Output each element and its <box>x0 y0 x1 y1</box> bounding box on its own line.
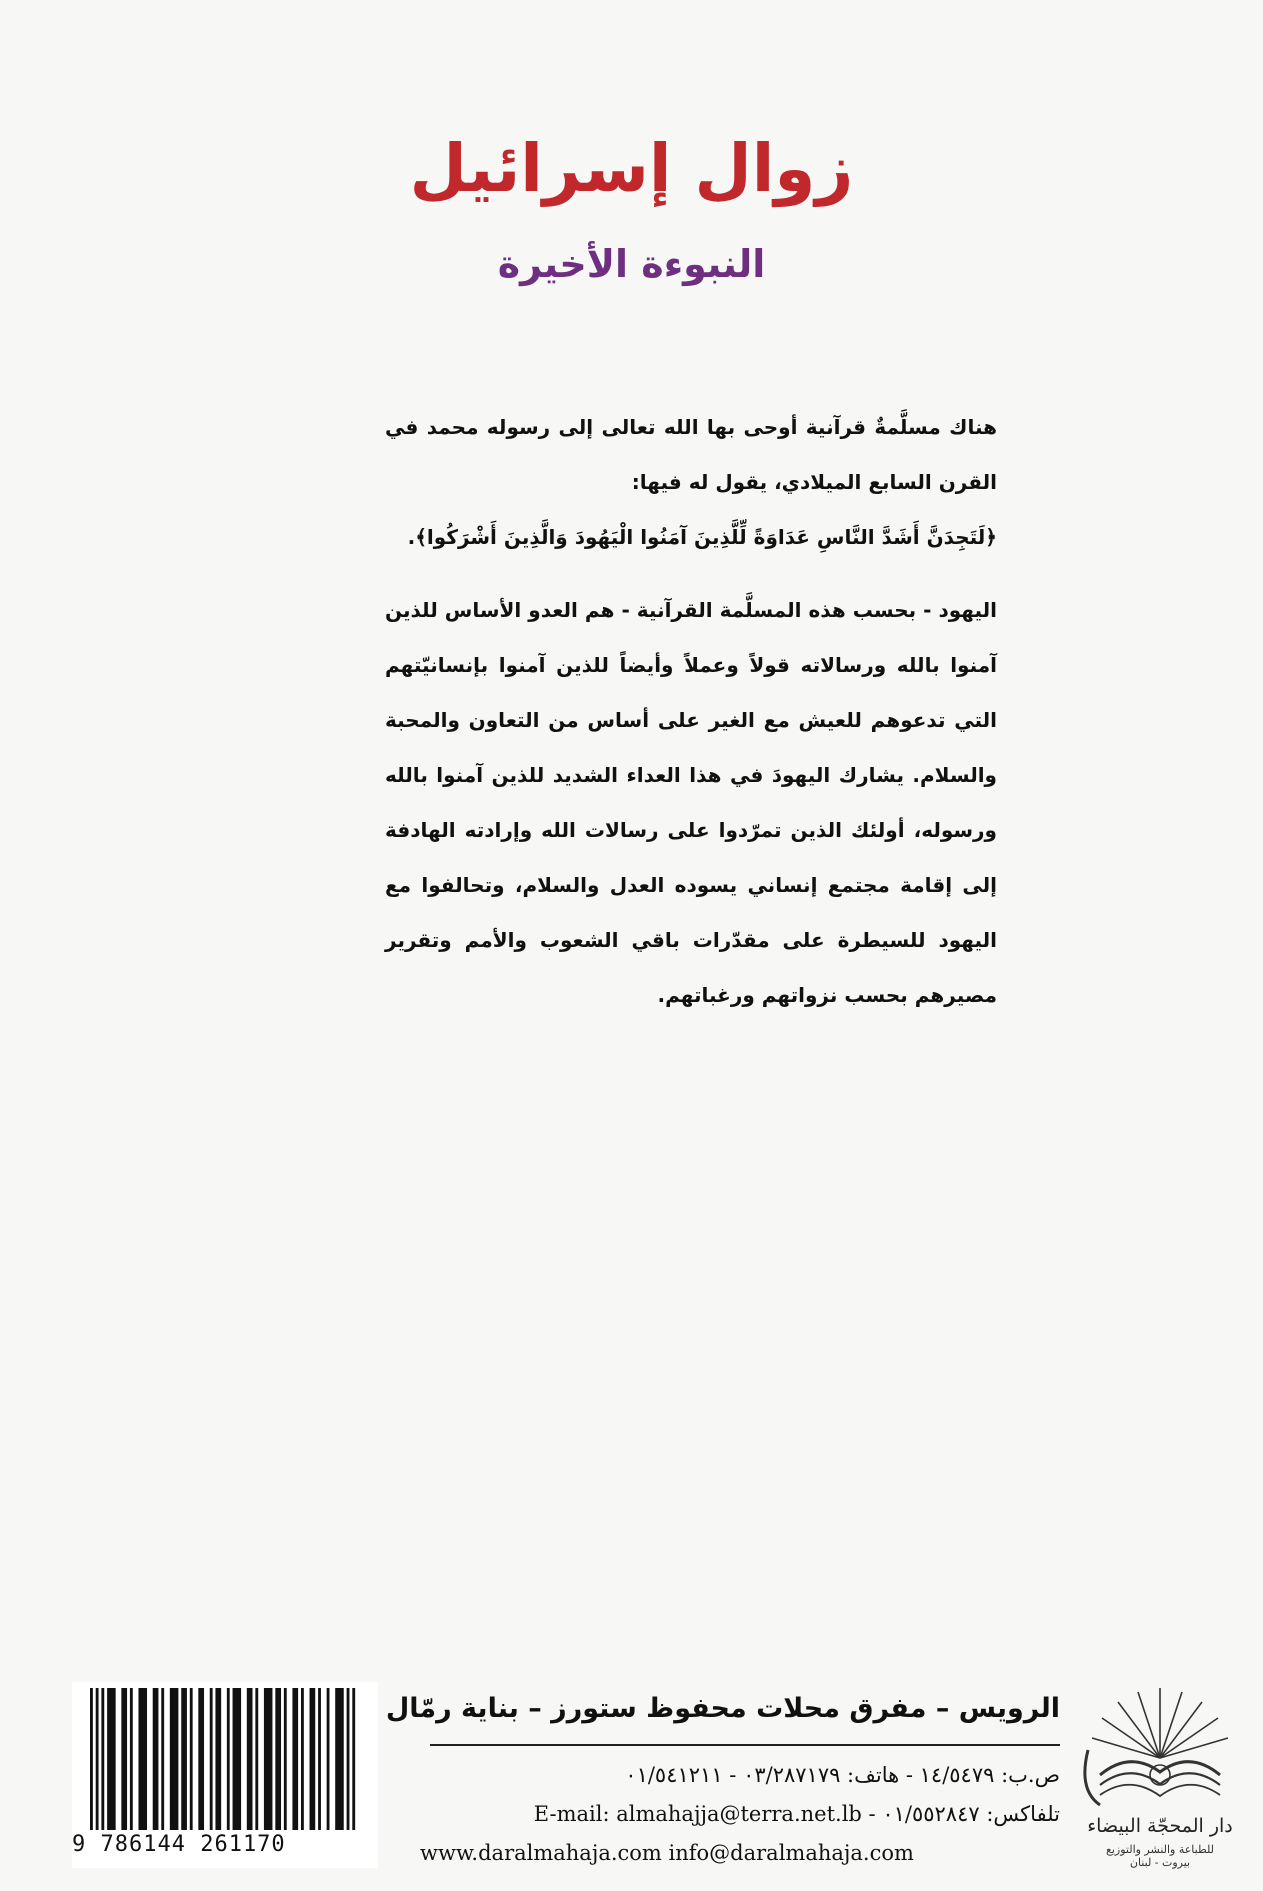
barcode-bars <box>72 1682 378 1832</box>
barcode-bar <box>90 1688 93 1830</box>
barcode-bar <box>215 1688 221 1830</box>
barcode-bar <box>130 1688 133 1830</box>
fax-email-line: تلفاكس: ٠١/٥٥٢٨٤٧ - E-mail: almahajja@terra.net.lb <box>533 1802 1060 1826</box>
publisher-name: دار المحجّة البيضاء <box>1087 1815 1233 1837</box>
email-address[interactable]: E-mail: almahajja@terra.net.lb <box>533 1802 862 1826</box>
book-subtitle: النبوءة الأخيرة <box>497 242 766 286</box>
fax-label: تلفاكس: <box>986 1802 1060 1826</box>
barcode-bar <box>335 1688 344 1830</box>
barcode-bar <box>121 1688 127 1830</box>
barcode-bar <box>352 1688 355 1830</box>
publisher-contact <box>420 1756 1060 1873</box>
tagline-line-2: بيروت - لبنان <box>1129 1856 1191 1869</box>
divider <box>430 1744 1060 1746</box>
barcode-bar <box>255 1688 258 1830</box>
barcode-bar <box>227 1688 230 1830</box>
barcode-bar <box>170 1688 179 1830</box>
barcode-bar <box>247 1688 253 1830</box>
barcode-bar <box>310 1688 316 1830</box>
book-title: زوال إسرائيل <box>409 130 854 207</box>
website-links[interactable]: www.daralmahaja.com info@daralmahaja.com <box>420 1841 914 1865</box>
blurb-paragraph-2: اليهود - بحسب هذه المسلَّمة القرآنية - هم العدو الأساس للذين آمنوا بالله ورسالاته قولاً وعملاً وأيضاً للذين آمنوا بإنسانيّتهم التي تدعوهم للعيش مع الغير على أساس من التعاون والمحبة والسلام. يشارك اليهودَ في هذا العداء الشديد للذين آمنوا بالله ورسوله، أولئك الذين تمرّدوا على رسالات الله وإرادته الهادفة إلى إقامة مجتمع إنساني يسوده العدل والسلام، وتحالفوا مع اليهود للسيطرة على مقدّرات باقي الشعوب والأمم وتقرير مصيرهم بحسب نزواتهم ورغباتهم. <box>385 598 997 1007</box>
barcode-bar <box>101 1688 104 1830</box>
barcode-bar <box>264 1688 273 1830</box>
barcode-bar <box>275 1688 281 1830</box>
publisher-address: الرويس – مفرق محلات محفوظ ستورز – بناية رمّال <box>385 1693 1060 1724</box>
isbn-digits: 9 786144 261170 <box>72 1832 286 1857</box>
barcode-bar <box>284 1688 287 1830</box>
barcode-bar <box>96 1688 99 1830</box>
publisher-tagline <box>1080 1843 1240 1869</box>
barcode-bar <box>181 1688 187 1830</box>
fax-number: ٠١/٥٥٢٨٤٧ <box>882 1802 980 1826</box>
blurb <box>385 400 997 1023</box>
barcode-bar <box>301 1688 304 1830</box>
barcode-bar <box>153 1688 159 1830</box>
barcode-bar <box>190 1688 193 1830</box>
barcode-bar <box>198 1688 204 1830</box>
barcode-bar <box>210 1688 213 1830</box>
barcode-bar <box>318 1688 321 1830</box>
barcode-bar <box>327 1688 330 1830</box>
barcode-bar <box>161 1688 164 1830</box>
po-box-phone: ص.ب: ١٤/٥٤٧٩ - هاتف: ٠٣/٢٨٧١٧٩ - ٠١/٥٤١٢١١ <box>625 1763 1060 1787</box>
blurb-quran-verse: ﴿لَتَجِدَنَّ أَشَدَّ النَّاسِ عَدَاوَةً لِّلَّذِينَ آمَنُوا الْيَهُودَ وَالَّذِينَ أَشْرَكُوا﴾. <box>407 525 997 549</box>
barcode-bar <box>107 1688 116 1830</box>
blurb-paragraph-1a: هناك مسلَّمةٌ قرآنية أوحى بها الله تعالى إلى رسوله محمد في القرن السابع الميلادي، يقول له فيها: <box>385 415 997 494</box>
barcode-bar <box>233 1688 242 1830</box>
barcode-bar <box>138 1688 147 1830</box>
tagline-line-1: للطباعة والنشر والتوزيع <box>1105 1843 1214 1856</box>
isbn-barcode <box>72 1682 378 1868</box>
barcode-bar <box>292 1688 298 1830</box>
barcode-bar <box>347 1688 350 1830</box>
publisher-logo-icon <box>1070 1680 1250 1870</box>
